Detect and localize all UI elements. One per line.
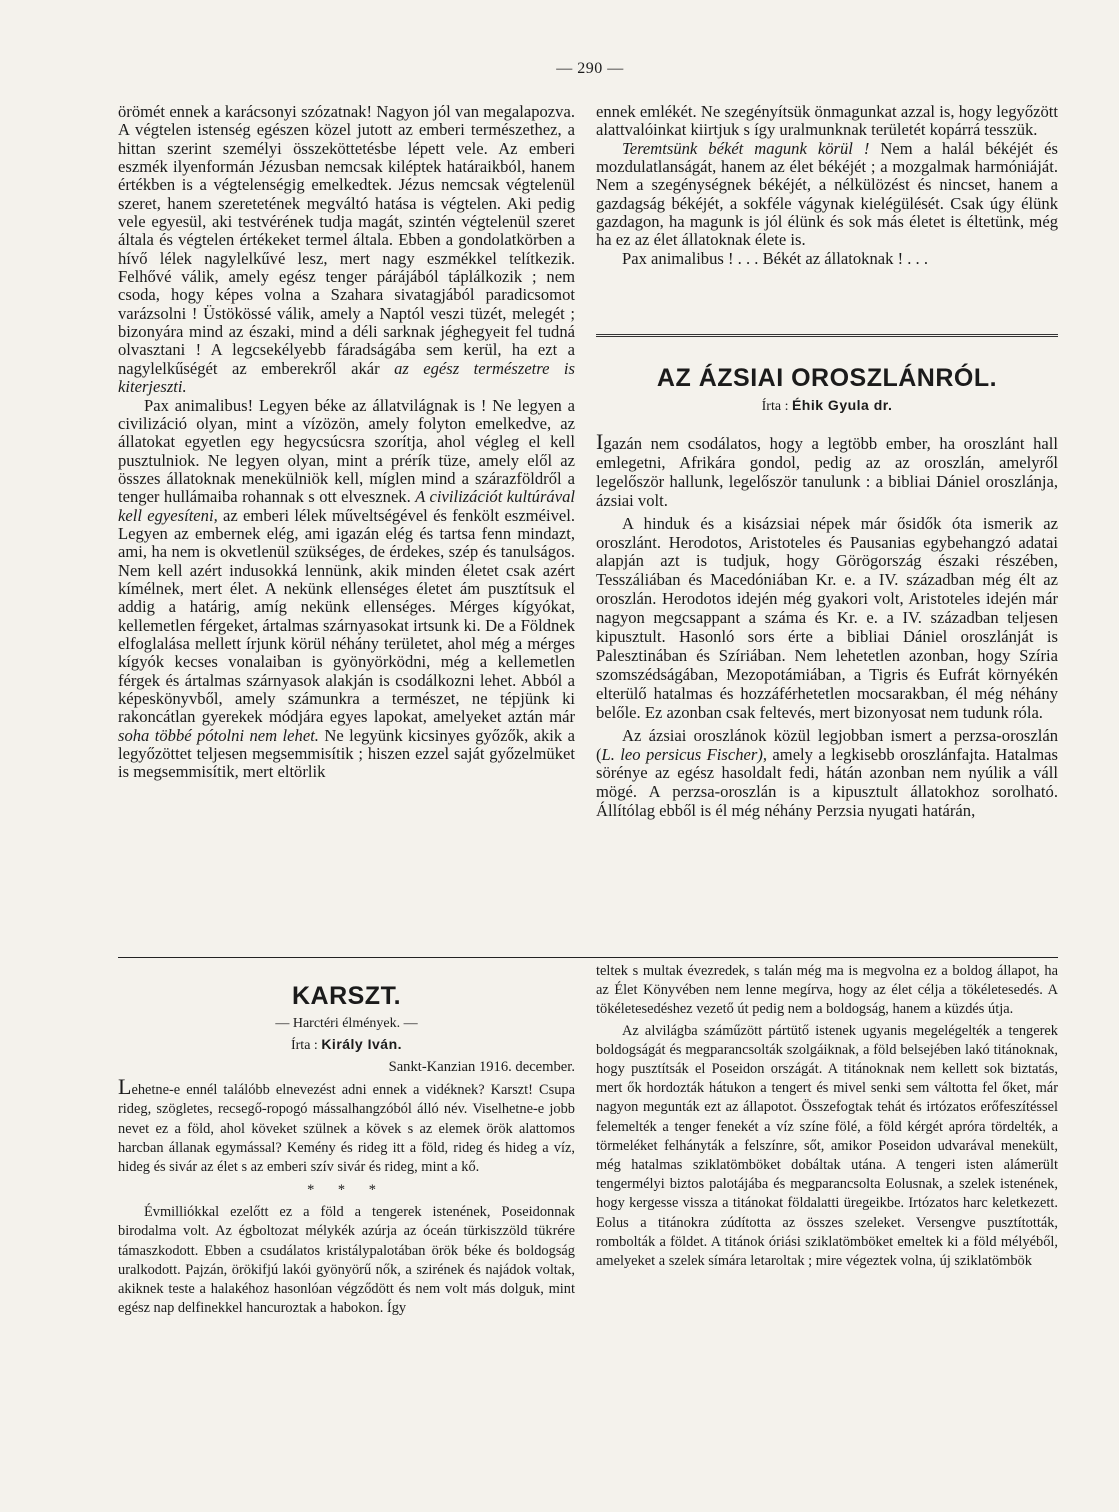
text-span: amely a legkisebb oroszlánfajta. Hatalmas sörénye az egész hasoldalt fedi, hátán azonban nem nyúlik a váll mögé. A perzsa-oroszlán is a kipusztult állatokhoz sorolható. Állítólag ebből is él még néhány Perzsia nyugati határán, (596, 744, 1058, 821)
paragraph: Évmilliókkal ezelőtt ez a föld a tengerek istenének, Poseidonnak birodalma volt. Az égboltozat mélykék azúrja az óceán türkiszzöld tükrére támaszkodott. Ebben a csudálatos kristálypalotában örök béke és boldogság uralkodott. Pajzán, örökifjú lakói gyönyörű nők, a szirének és najádok voltak, akiknek teste a halakéhoz hasonlóan végződött és nem volt más dolguk, mint egész nap delfinekkel hancuroztak a habokon. Így (118, 1204, 575, 1317)
text-span: gazán nem csodálatos, hogy a legtöbb ember, ha oroszlánt hall emlegetni, Afrikára gondol, pedig az az oroszlán, amelyről legelőször hallunk, legelőször tanulunk : a bibliai Dániel oroszlánja, ázsiai volt. (596, 434, 1058, 510)
article-byline (596, 397, 1058, 415)
article-subtitle: — Harctéri élmények. — (275, 1016, 418, 1031)
page-number: — 290 — (556, 60, 624, 77)
paragraph (118, 1074, 575, 1177)
article2-body (596, 429, 1058, 821)
author-name: Éhik Gyula dr. (791, 397, 893, 413)
article-title: KARSZT. (291, 982, 402, 1010)
text-span: Ne legyünk kicsinyes győzők, akik a legyőzöttet teljesen megsemmisítik ; hiszen ezzel saját győzelmüket is megsemmisítik, mert eltörlik (118, 725, 575, 782)
italic-text: A civilizációt kultúrával kell egyesíteni, (118, 487, 575, 525)
italic-text: soha többé pótolni nem lehet. (118, 725, 319, 745)
text-span: ehetne-e ennél találóbb elnevezést adni ennek a vidéknek? Karszt! Csupa rideg, szögletes, recsegő-ropogó mássalhangzóból álló név. Viselhetne-e jobb nevet ez a föld, ahol köveket szülnek a kövek s az elemek örök alattomos harcban állanak egymással? Kemény és rideg itt a föld, rideg és hideg a víz, hideg és sivár az élet s az emberi szív sivár és rideg, mint a kő. (118, 1082, 575, 1176)
closing-line: Pax animalibus ! . . . Békét az állatoknak ! . . . (622, 248, 928, 268)
left-column-text (118, 103, 575, 782)
text-span: Az ázsiai oroszlánok közül legjobban ismert a perzsa-oroszlán ( (596, 725, 1058, 764)
text-span: Nem a halál békéjét és mozdulatlanságát, hanem az élet békéjét ; a mozgalmak harmóniáját. Nem a szegénységnek békéjét, a nélkülözést és nincset, hanem a gazdagság békéjét, a sokféle vágynak kielégülését. Csak úgy élünk gazdagon, ha magunk is jól élünk és sok más életet is éltetünk, még ha ez az élet állatoknak élete is. (596, 138, 1058, 250)
byline-prefix: Írta : (290, 1038, 318, 1053)
italic-text: Teremtsünk békét magunk körül ! (622, 138, 870, 158)
paragraph (118, 397, 575, 782)
paragraph (118, 103, 575, 397)
paragraph: A hinduk és a kisázsiai népek már ősidők óta ismerik az oroszlánt. Herodotos, Aristoteles és Pausanias egybehangzó adatai alapján azt is tudjuk, hogy Görögország északi részében, Tesszáliában és Macedóniában Kr. e. a IV. században még élt az oroszlán. Herodotos idején még gyakori volt, Aristoteles idején már nagyon megcsappant a száma és Kr. e. a IV. században teljesen kipusztult. Hasonló sors érte a bibliai Dániel oroszlánját is Palesztinában és Szíriában. Nem lehetetlen azonban, hogy Szíria szomszédságában, Mezopotámiában, a Tigris és Eufrát környékén elterülő hatalmas és hozzáférhetetlen mocsarakban, él még néhány belőle. Ez azonban csak feltevés, mert bizonyosat nem tudunk róla. (596, 513, 1058, 722)
article-title: AZ ÁZSIAI OROSZLÁNRÓL. (656, 364, 998, 392)
right-column-text (596, 103, 1058, 268)
section-stars: * * * (307, 1182, 386, 1199)
drop-cap: L (118, 1074, 132, 1100)
paragraph (596, 429, 1058, 511)
paragraph: Az alvilágba száműzött pártütő istenek ugyanis megelégelték a tengerek boldogságát és megparancsolták szolgáiknak, a föld belsejében lakó titánoknak, hogy pusztítsák el Poseidon országát. A titánoknak nem kellett sok biztatás, mert ők hordozták hátukon a tengert és mivel senki sem váltotta fel őket, már nagyon megunták ezt az állapotot. Összefogtak tehát és irtózatos erőfeszítéssel felemelték a tenger fenekét a víz színe fölé, a föld kérgét apróra tördelték, a törmeléket felhányták a felszínre, sőt, amikor Poseidon udvarával menekült, még hatalmas sziklatömböket dobáltak utána. A tengeri isten alámerült tengermélyi biztos palotájába és megparancsolta Eolusnak, a szelek istenének, hogy kergesse vissza a titánokat földalatti üregeikbe. Irtózatos harc keletkezett. Eolus a titánokra zúdította az összes szeleket. Versengve pusztították, rombolták a földet. A titánok óriási sziklatömböket emeltek ki a föld mélyéből, amelyeket a szelek símára letaroltak ; mire végeztek volna, új sziklatömbök (596, 1022, 1058, 1270)
article-byline (118, 1036, 575, 1054)
italic-text: L. leo persicus Fischer), (601, 744, 768, 764)
text-span: örömét ennek a karácsonyi szózatnak! Nagyon jól van megalapozva. A végtelen istenség egészen közel jutott az emberi természethez, a hittan szerint személyi összeköttetésbe lépett vele. Az emberi eszmék ilyenformán Jézusban nemcsak kiléptek határaikból, hanem értékben is a végtelenségig emelkedtek. Jézus nemcsak végtelenül szeret, hanem szeretetének megváltó hatása is végtelen. Aki pedig vele egyesül, aki testvérének tudja magát, szintén végtelenül szeret általa és végtelen értékeket termel általa. Ebben a gondolatkörben a hívő lélek nagylelkűvé lesz, mert nagy eszmékkel telítkezik. Felhővé válik, amely egész tenger párájából táplálkozik ; nem csoda, hogy képes volna a Szahara sivatagjából paradicsomot varázsolni ! Üstökössé válik, amely a Naptól veszi tüzét, melegét ; bizonyára mind az északi, mind a déli sarknak jéghegyeit fel tudná olvasztani ! A legcsekélyebb fáradságába sem kerül, ha ezt a nagylelkűségét az emberekről akár (118, 102, 575, 378)
text-span: Pax animalibus! Legyen béke az állatvilágnak is ! Ne legyen a civilizáció olyan, mint a vízözön, amely folyton emelkedve, az állatokat egyetlen egy hegycsúcsra szorítja, ahol végleg el kell pusztulniok. Ne legyen olyan, mint a prérík tüze, amely elől az összes állatoknak menekülniök kell, míglen mind a szárazföldről a tenger hullámaiba rohannak s ott elvesznek. (118, 395, 575, 507)
article3-left-body (118, 1058, 575, 1318)
dateline: Sankt-Kanzian 1916. december. (388, 1059, 575, 1075)
paragraph: teltek s multak évezredek, s talán még ma is megvolna ez a boldog állapot, ha az Élet Könyvében nem lenne megírva, hogy az élet célja a tökéletesedés. A tökéletesedéshez vezető út pedig nem a boldogság, hanem a küzdés útja. (596, 963, 1058, 1018)
horizontal-rule (118, 957, 1058, 958)
paragraph (596, 727, 1058, 822)
paragraph (596, 140, 1058, 250)
article3-right-body (596, 962, 1058, 1271)
text-span: az emberi lélek műveltségével és fenkölt eszméivel. Legyen az embernek elég, ami igazán elég és tartsa fenn mindazt, ami, ha nem is okvetlenül szükséges, de érdekes, szép és tanulságos. Nem kell azért indusokká lennünk, akik minden életet csak azért kímélnek, mert élet. A nekünk ellenséges életet ám pusztítsuk el addig a határig, amíg nekünk ellenséges. Mérges kígyókat, kellemetlen férgeket, ártalmas szárnyasokat irtsunk ki. De a Földnek elfoglalása mellett írjunk körül néhány területet, ahol még a mérges kígyók kecses vonalaiban is gyönyörködni, még a kellemetlen férgek és ártalmas szárnyasok alakján is csodálkozni lehet. Abból a képeskönyvből, amely számunkra a természet, ne tépjünk ki rakoncátlan gyerekek módjára egyes lapokat, amelyeket aztán már (118, 505, 575, 727)
byline-prefix: Írta : (761, 399, 789, 414)
italic-text: az egész természetre is kiterjeszti. (118, 358, 575, 397)
paragraph: ennek emlékét. Ne szegényítsük önmagunkat azzal is, hogy legyőzött alattvalóinkat kiirtjuk s így uralmunknak területét kopárrá tesszük. (596, 102, 1058, 140)
author-name: Király Iván. (321, 1036, 403, 1052)
section-divider (596, 334, 1058, 337)
drop-cap: I (596, 429, 604, 454)
